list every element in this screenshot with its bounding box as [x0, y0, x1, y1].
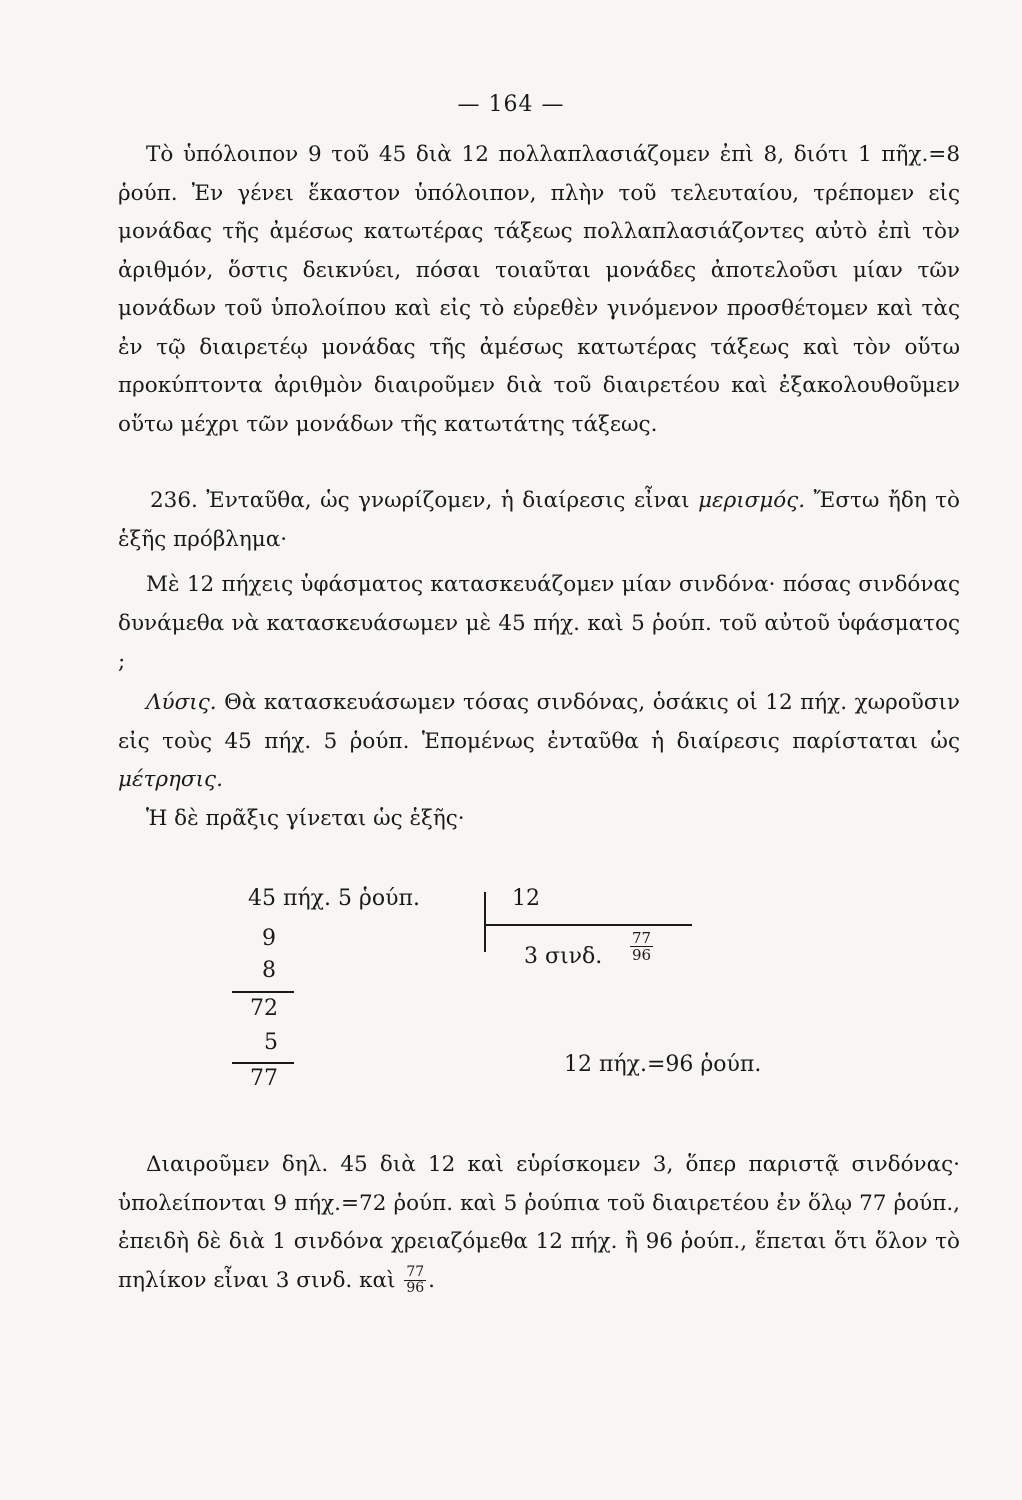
paragraph-236-lead: 236. Ἐνταῦθα, ὡς γνωρίζομεν, ἡ διαίρεσις εἶναι [150, 488, 699, 513]
result-fraction [404, 1265, 426, 1296]
solution-lead: Θὰ κατασκευάσωμεν τόσας σινδόνας, ὁσάκις οἱ 12 πήχ. χωροῦσιν εἰς τοὺς 45 πήχ. 5 ῥούπ. Ἑπομένως ἐνταῦθα ἡ διαίρεσις παρίσταται ὡς [118, 690, 960, 754]
dividend: 45 πήχ. 5 ῥούπ. [248, 886, 420, 911]
explanation-paragraph [118, 1146, 960, 1300]
divisor: 12 [512, 886, 540, 911]
product-line [232, 991, 294, 993]
solution-paragraph [118, 684, 960, 800]
total: 77 [250, 1066, 278, 1091]
division-vertical-line [484, 892, 486, 952]
conversion: 12 πήχ.=96 ῥούπ. [564, 1052, 762, 1077]
remainder: 9 [262, 926, 276, 951]
explanation-end: . [428, 1267, 435, 1293]
added-units: 5 [264, 1030, 278, 1055]
quotient-numerator: 77 [632, 929, 652, 947]
divisor-underline [486, 924, 692, 926]
page-number: — 164 — [457, 92, 565, 117]
quotient: 3 σινδ. [524, 944, 603, 969]
product: 72 [250, 996, 278, 1021]
explanation-text: Διαιροῦμεν δηλ. 45 διὰ 12 καὶ εὑρίσκομεν 3, ὅπερ παριστᾷ σινδόνας· ὑπολείπονται 9 πήχ.=72 ῥούπ. καὶ 5 ῥούπια τοῦ διαιρετέου ἐν ὅλῳ 77 ῥούπ., ἐπειδὴ δὲ διὰ 1 σινδόνα χρειαζόμεθα 12 πήχ. ἢ 96 ῥούπ., ἕπεται ὅτι ὅλον τὸ πηλίκον εἶναι 3 σινδ. καὶ [118, 1152, 960, 1293]
term-merismos: μερισμός. [698, 488, 806, 513]
result-numerator: 77 [406, 1264, 425, 1280]
paragraph-236 [118, 482, 960, 559]
paragraph-236-tail: Ἔστω ἤδη τὸ ἑξῆς πρόβλημα· [118, 488, 961, 552]
quotient-denominator: 96 [632, 946, 652, 964]
sum-line [232, 1062, 294, 1064]
quotient-fraction [630, 930, 653, 963]
solution-label: Λύσις. [146, 690, 217, 715]
multiplier: 8 [262, 958, 276, 983]
operation-intro: Ἡ δὲ πρᾶξις γίνεται ὡς ἑξῆς· [146, 806, 465, 831]
result-denominator: 96 [406, 1280, 425, 1296]
paragraph-remainder-rule: Τὸ ὑπόλοιπον 9 τοῦ 45 διὰ 12 πολλαπλασιάζομεν ἐπὶ 8, διότι 1 πῆχ.=8 ῥούπ. Ἐν γένει ἕκαστον ὑπόλοιπον, πλὴν τοῦ τελευταίου, τρέπομεν εἰς μονάδας τῆς ἀμέσως κατωτέρας τάξεως πολλαπλασιάζοντες αὐτὸ ἐπὶ τὸν ἀριθμόν, ὅστις δεικνύει, πόσαι τοιαῦται μονάδες ἀποτελοῦσι μίαν τῶν μονάδων τοῦ ὑπολοίπου καὶ εἰς τὸ εὑρεθὲν γινόμενον προσθέτομεν καὶ τὰς ἐν τῷ διαιρετέῳ μονάδας τῆς ἀμέσως κατωτέρας τάξεως καὶ τὸν οὕτω προκύπτοντα ἀριθμὸν διαιροῦμεν διὰ τοῦ διαιρετέου καὶ ἐξακολουθοῦμεν οὕτω μέχρι τῶν μονάδων τῆς κατωτάτης τάξεως. [118, 142, 960, 437]
term-metresis: μέτρησις. [118, 767, 223, 792]
problem-statement: Μὲ 12 πήχεις ὑφάσματος κατασκευάζομεν μίαν σινδόνα· πόσας σινδόνας δυνάμεθα νὰ κατασκευάσωμεν μὲ 45 πήχ. καὶ 5 ῥούπ. τοῦ αὐτοῦ ὑφάσματος ; [118, 572, 960, 674]
